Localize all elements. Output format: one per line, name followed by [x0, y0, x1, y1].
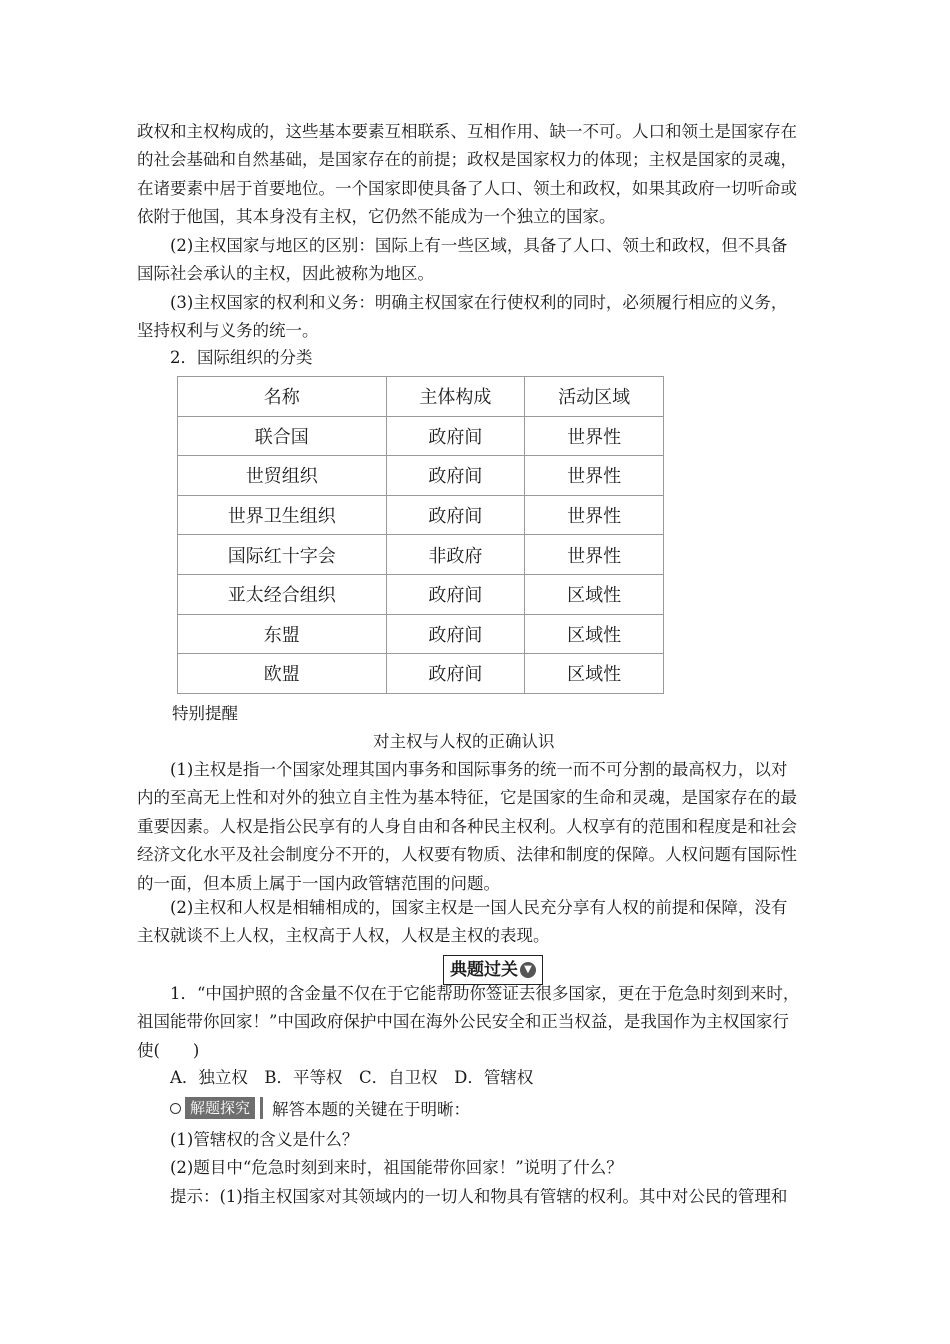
table-cell: 政府间: [386, 495, 525, 535]
header-cell-composition: 主体构成: [386, 377, 525, 417]
table-cell: 区域性: [525, 614, 664, 654]
text-line: (2)主权和人权是相辅相成的，国家主权是一国人民充分享有人权的前提和保障，没有: [170, 898, 788, 917]
explore-tag: 解题探究: [185, 1097, 255, 1119]
text-line: (2)主权国家与地区的区别：国际上有一些区域，具备了人口、领土和政权，但不具备: [170, 236, 788, 255]
text-line: 使( ): [137, 1040, 200, 1060]
organization-table: [177, 376, 664, 694]
text-line: 依附于他国，其本身没有主权，它仍然不能成为一个独立的国家。: [137, 207, 616, 227]
text-line: 的社会基础和自然基础，是国家存在的前提；政权是国家权力的体现；主权是国家的灵魂，: [137, 150, 797, 170]
table-cell: 世界性: [525, 416, 664, 456]
text-line: 祖国能带你回家！”中国政府保护中国在海外公民安全和正当权益，是我国作为主权国家行: [137, 1012, 789, 1032]
table-cell: 世界性: [525, 456, 664, 496]
table-row: [178, 535, 664, 575]
table-cell: 区域性: [525, 574, 664, 614]
table-cell: 世界性: [525, 495, 664, 535]
text-line: 的一面，但本质上属于一国内政管辖范围的问题。: [137, 873, 500, 893]
table-row: [178, 495, 664, 535]
table-cell: 欧盟: [178, 654, 387, 694]
table-cell: 国际红十字会: [178, 535, 387, 575]
table-row: [178, 614, 664, 654]
text-line: 提示：(1)指主权国家对其领域内的一切人和物具有管辖的权利。其中对公民的管理和: [170, 1186, 788, 1206]
table-cell: 非政府: [386, 535, 525, 575]
text-line: 国际社会承认的主权，因此被称为地区。: [137, 264, 434, 284]
table-header-row: [178, 377, 664, 417]
text-line: 内的至高无上性和对外的独立自主性为基本特征，它是国家的生命和灵魂，是国家存在的最: [137, 788, 797, 808]
point-3-paragraph: [137, 289, 823, 346]
question-options: A．独立权 B．平等权 C．自卫权 D．管辖权: [170, 1068, 534, 1087]
reminder-paragraph-2: [137, 894, 823, 951]
point-2-paragraph: [137, 232, 823, 289]
text-line: 政权和主权构成的，这些基本要素互相联系、互相作用、缺一不可。人口和领土是国家存在: [137, 122, 797, 141]
reminder-paragraph-1: [137, 756, 823, 898]
text-line: (1)主权是指一个国家处理其国内事务和国际事务的统一而不可分割的最高权力，以对: [170, 760, 788, 779]
text-line: 在诸要素中居于首要地位。一个国家即使具备了人口、领土和政权，如果其政府一切听命或: [137, 178, 797, 198]
text-line: 坚持权利与义务的统一。: [137, 321, 319, 341]
text-line: 1．“中国护照的含金量不仅在于它能帮助你签证去很多国家，更在于危急时刻到来时，: [170, 984, 800, 1003]
table-cell: 世界性: [525, 535, 664, 575]
question-1: [137, 980, 823, 1065]
explore-lead: 解答本题的关键在于明晰：: [272, 1100, 470, 1119]
table-row: [178, 456, 664, 496]
section-2-title: 2．国际组织的分类: [170, 348, 313, 367]
text-line: 主权就谈不上人权，主权高于人权，人权是主权的表现。: [137, 926, 550, 946]
table-row: [178, 416, 664, 456]
table-row: [178, 654, 664, 694]
table-cell: 政府间: [386, 416, 525, 456]
table-cell: 亚太经合组织: [178, 574, 387, 614]
text-line: (1)管辖权的含义是什么？: [170, 1130, 359, 1149]
table-cell: 政府间: [386, 574, 525, 614]
table-cell: 东盟: [178, 614, 387, 654]
reminder-title: 对主权与人权的正确认识: [373, 732, 555, 751]
text-line: 重要因素。人权是指公民享有的人身自由和各种民主权利。人权享有的范围和程度是和社会: [137, 816, 797, 836]
intro-paragraph: [137, 118, 823, 232]
table-cell: 联合国: [178, 416, 387, 456]
circle-bullet-icon: [170, 1103, 181, 1114]
table-cell: 政府间: [386, 614, 525, 654]
text-line: (3)主权国家的权利和义务：明确主权国家在行使权利的同时，必须履行相应的义务，: [170, 293, 788, 312]
table-cell: 政府间: [386, 654, 525, 694]
header-cell-region: 活动区域: [525, 377, 664, 417]
table-cell: 政府间: [386, 456, 525, 496]
text-line: (2)题目中“危急时刻到来时，祖国能带你回家！”说明了什么？: [170, 1158, 623, 1178]
table-cell: 世贸组织: [178, 456, 387, 496]
table-row: [178, 574, 664, 614]
explore-questions: [137, 1126, 823, 1211]
table-cell: 世界卫生组织: [178, 495, 387, 535]
table-cell: 区域性: [525, 654, 664, 694]
section-badge: 典题过关 ▼: [443, 955, 543, 985]
header-cell-name: 名称: [178, 377, 387, 417]
reminder-label: 特别提醒: [172, 704, 238, 723]
text-line: 经济文化水平及社会制度分不开的，人权要有物质、法律和制度的保障。人权问题有国际性: [137, 845, 797, 865]
chevron-down-icon: ▼: [520, 962, 536, 978]
